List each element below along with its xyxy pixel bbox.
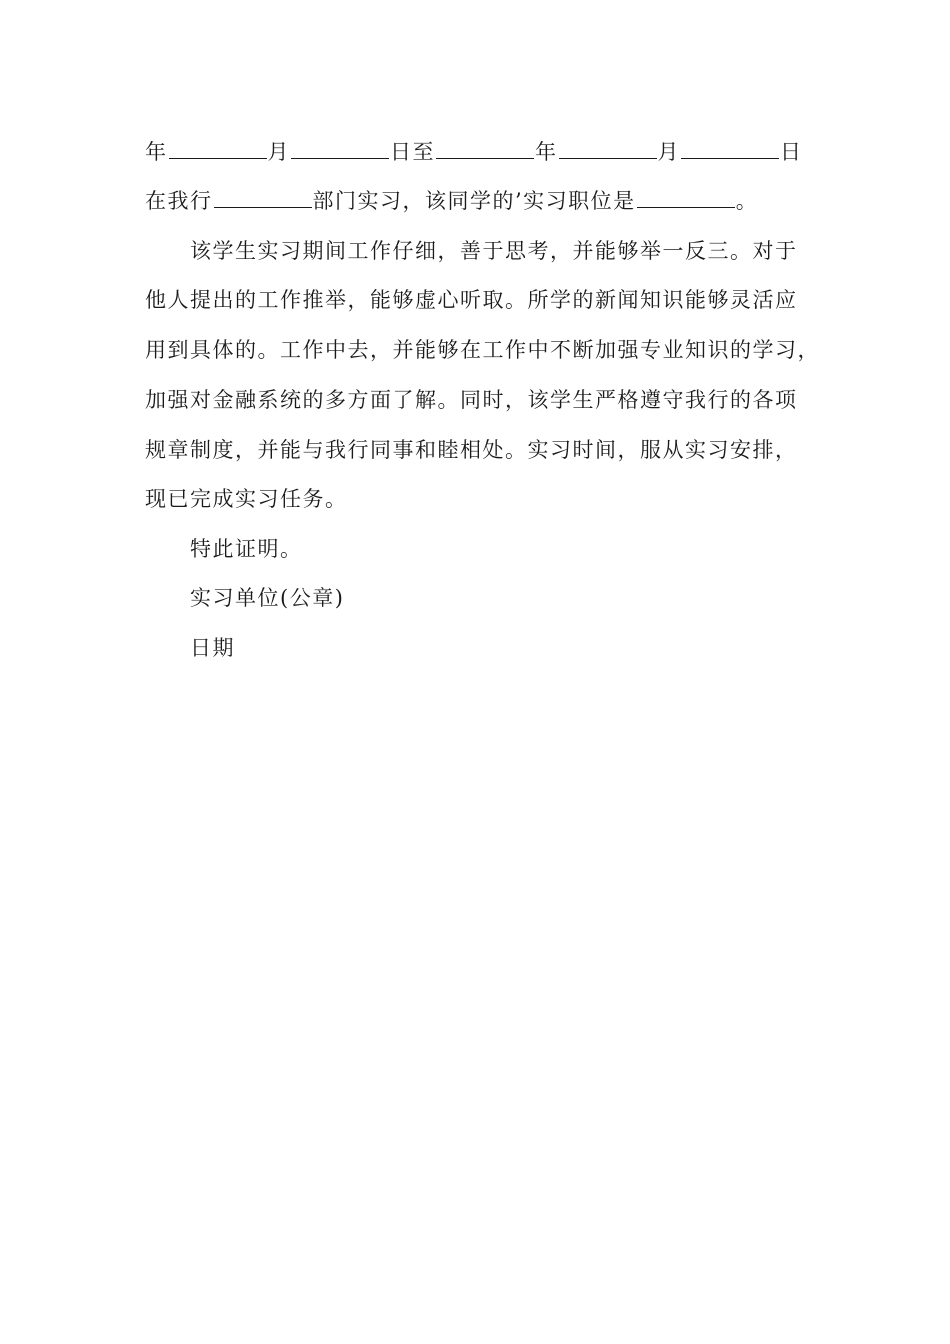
body-line: 规章制度，并能与我行同事和睦相处。实习时间，服从实习安排， [145,438,798,462]
department-suffix: 。 [735,189,759,213]
day-to-label: 日至 [390,140,435,164]
day-label-2: 日 [780,140,803,164]
year-blank-2 [436,140,534,159]
date-range-line [145,138,803,166]
month-label-1: 月 [267,140,290,164]
month-label-2: 月 [657,140,680,164]
body-line: 他人提出的工作推举，能够虚心听取。所学的新闻知识能够灵活应 [145,288,798,312]
body-line: 该学生实习期间工作仔细，善于思考，并能够举一反三。对于 [190,239,798,263]
date-label: 日期 [190,636,235,660]
year-blank-1 [169,140,267,159]
unit-seal-label: 实习单位(公章) [190,586,345,610]
department-line [145,187,758,215]
body-line: 现已完成实习任务。 [145,487,348,511]
body-line: 加强对金融系统的多方面了解。同时，该学生严格遵守我行的各项 [145,388,798,412]
department-prefix: 在我行 [145,189,213,213]
position-blank [637,189,735,208]
year-label-2: 年 [535,140,558,164]
department-blank [214,189,312,208]
month-blank-1 [291,140,389,159]
month-blank-2 [559,140,657,159]
body-line: 用到具体的。工作中去，并能够在工作中不断加强专业知识的学习， [145,338,820,362]
closing-text: 特此证明。 [190,537,303,561]
day-blank-2 [681,140,779,159]
position-text: 部门实习，该同学的’实习职位是 [312,189,636,213]
year-label-1: 年 [145,140,168,164]
